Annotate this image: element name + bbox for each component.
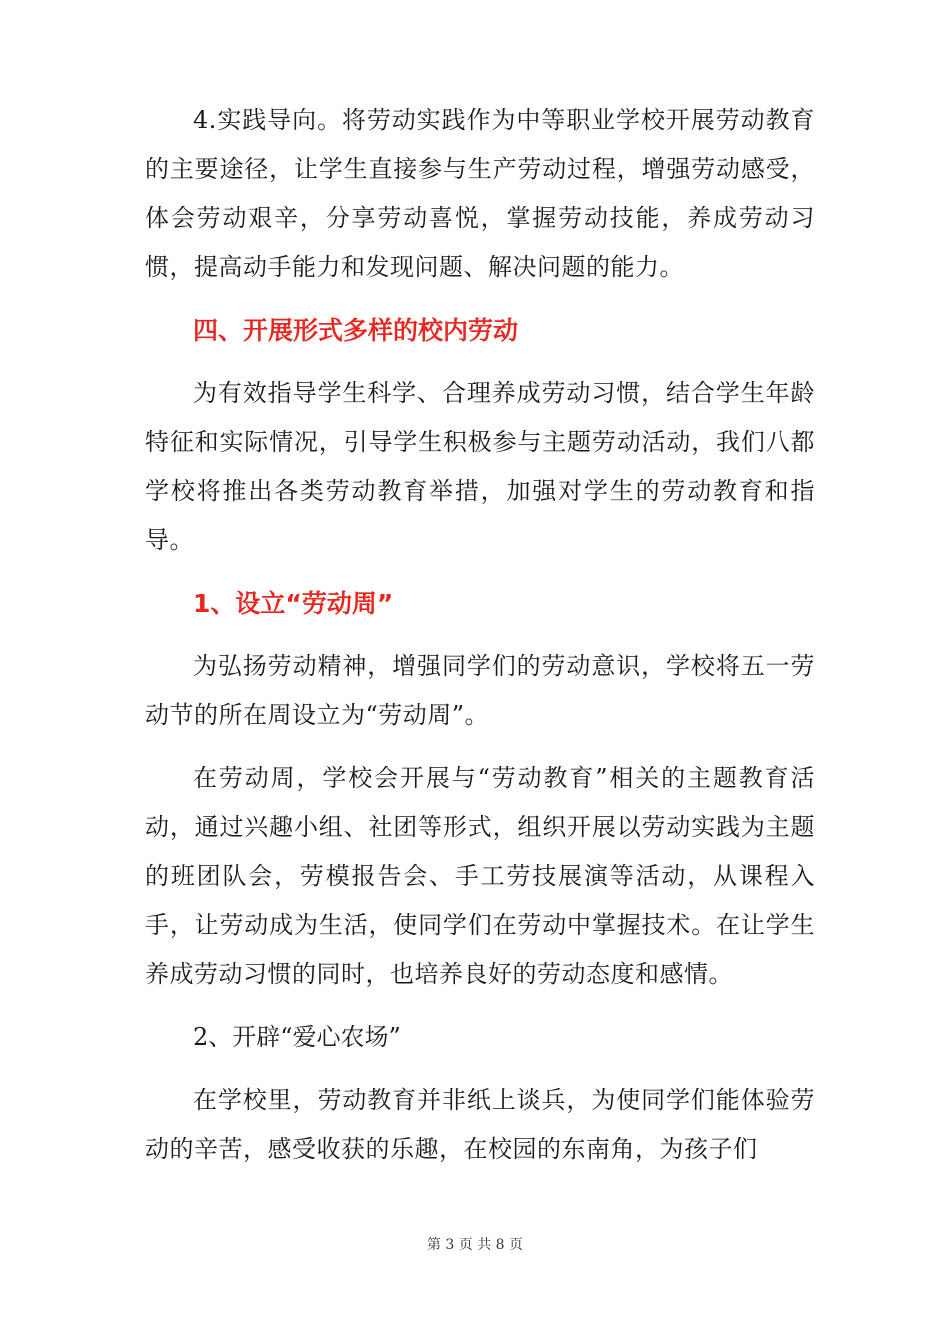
subheading-labor-week: 1、设立“劳动周” bbox=[193, 589, 394, 618]
paragraph-labor-week-2: 在劳动周，学校会开展与“劳动教育”相关的主题教育活动，通过兴趣小组、社团等形式，组织开展以劳动实践为主题的班团队会，劳模报告会、手工劳技展演等活动，从课程入手，让劳动成为生活，使同学们在劳动中掌握技术。在让学生养成劳动习惯的同时，也培养良好的劳动态度和感情。 bbox=[145, 764, 815, 988]
subheading-love-farm: 2、开辟“爱心农场” bbox=[193, 1023, 401, 1051]
page-content bbox=[145, 96, 815, 1188]
paragraph-labor-week-1: 为弘扬劳动精神，增强同学们的劳动意识，学校将五一劳动节的所在周设立为“劳动周”。 bbox=[145, 652, 815, 729]
paragraph-practice-oriented: 4.实践导向。将劳动实践作为中等职业学校开展劳动教育的主要途径，让学生直接参与生产劳动过程，增强劳动感受，体会劳动艰辛，分享劳动喜悦，掌握劳动技能，养成劳动习惯，提高动手能力和发现问题、解决问题的能力。 bbox=[145, 106, 815, 281]
paragraph-intro: 为有效指导学生科学、合理养成劳动习惯，结合学生年龄特征和实际情况，引导学生积极参与主题劳动活动，我们八都学校将推出各类劳动教育举措，加强对学生的劳动教育和指导。 bbox=[145, 379, 815, 554]
section-heading-4: 四、开展形式多样的校内劳动 bbox=[193, 316, 519, 345]
paragraph-love-farm: 在学校里，劳动教育并非纸上谈兵，为使同学们能体验劳动的辛苦，感受收获的乐趣，在校园的东南角，为孩子们 bbox=[145, 1086, 815, 1163]
page-number-footer: 第 3 页 共 8 页 bbox=[426, 1237, 524, 1253]
